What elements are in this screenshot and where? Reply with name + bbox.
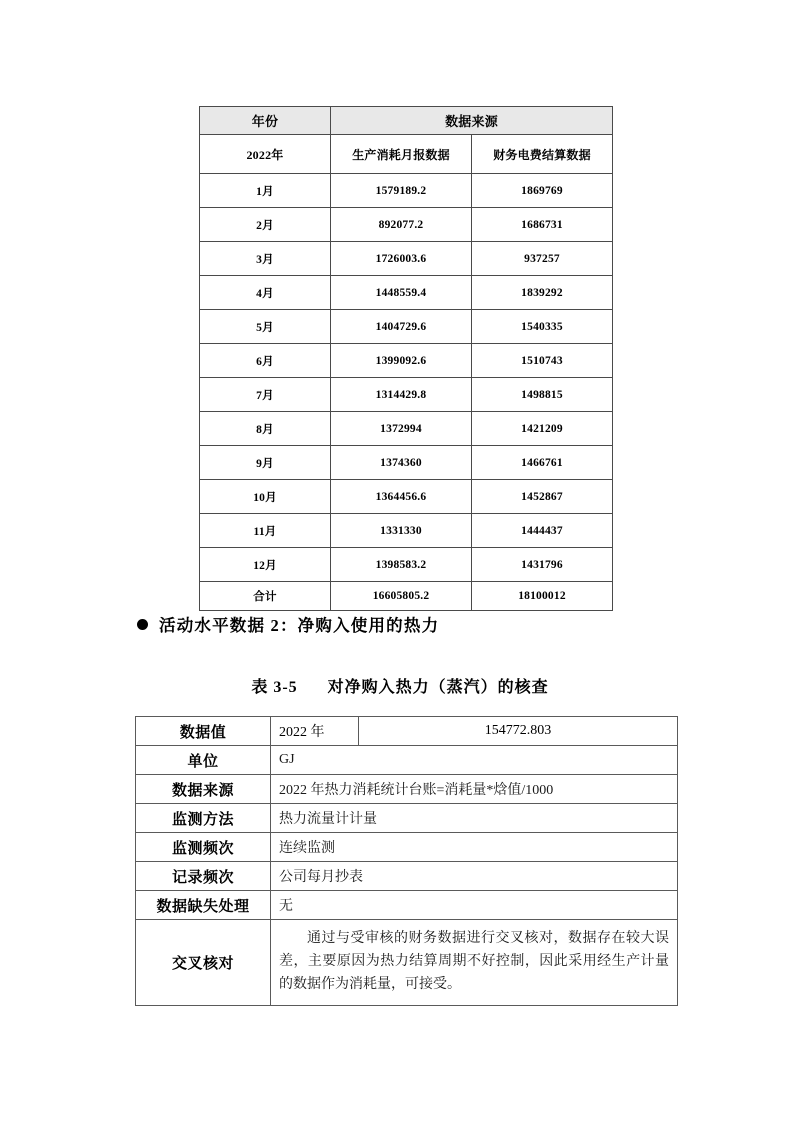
table-row	[200, 344, 613, 378]
row-finance: 1869769	[472, 174, 613, 208]
row-production: 1364456.6	[331, 480, 472, 514]
table-row-cross-check	[136, 920, 678, 1006]
total-label: 合计	[200, 582, 331, 611]
table-total-row	[200, 582, 613, 611]
table-row-data-value	[136, 717, 678, 746]
table-row	[200, 208, 613, 242]
row-label: 监测频次	[136, 833, 271, 862]
row-finance: 1452867	[472, 480, 613, 514]
table-row	[200, 446, 613, 480]
electricity-table-body	[200, 107, 613, 611]
electricity-consumption-table	[199, 106, 613, 611]
row-month: 5月	[200, 310, 331, 344]
row-production: 1398583.2	[331, 548, 472, 582]
row-month: 1月	[200, 174, 331, 208]
row-finance: 937257	[472, 242, 613, 276]
subheader-finance-source: 财务电费结算数据	[472, 135, 613, 174]
row-finance: 1839292	[472, 276, 613, 310]
table-row-monitoring-method	[136, 804, 678, 833]
row-value: 公司每月抄表	[271, 862, 678, 891]
table-row	[200, 242, 613, 276]
row-month: 4月	[200, 276, 331, 310]
row-value: 连续监测	[271, 833, 678, 862]
row-production: 1331330	[331, 514, 472, 548]
row-finance: 1540335	[472, 310, 613, 344]
subheader-year-value: 2022年	[200, 135, 331, 174]
table-row	[200, 412, 613, 446]
row-month: 7月	[200, 378, 331, 412]
row-production: 1726003.6	[331, 242, 472, 276]
row-finance: 1498815	[472, 378, 613, 412]
row-label: 记录频次	[136, 862, 271, 891]
table-row	[200, 378, 613, 412]
row-finance: 1466761	[472, 446, 613, 480]
row-production: 1448559.4	[331, 276, 472, 310]
row-value: 无	[271, 891, 678, 920]
table-row	[200, 514, 613, 548]
table-subheader-row	[200, 135, 613, 174]
section-heading-label: 活动水平数据 2：净购入使用的热力	[159, 616, 440, 635]
row-production: 892077.2	[331, 208, 472, 242]
row-label: 数据来源	[136, 775, 271, 804]
heat-table-body	[136, 717, 678, 1006]
row-month: 8月	[200, 412, 331, 446]
row-value: 热力流量计计量	[271, 804, 678, 833]
row-month: 11月	[200, 514, 331, 548]
table-row	[200, 310, 613, 344]
table-row	[200, 276, 613, 310]
row-finance: 1444437	[472, 514, 613, 548]
row-label: 数据值	[136, 717, 271, 746]
row-month: 9月	[200, 446, 331, 480]
row-finance: 1421209	[472, 412, 613, 446]
row-production: 1579189.2	[331, 174, 472, 208]
row-month: 6月	[200, 344, 331, 378]
cross-check-paragraph: 通过与受审核的财务数据进行交叉核对，数据存在较大误差，主要原因为热力结算周期不好控制，因此采用经生产计量的数据作为消耗量，可接受。	[271, 920, 678, 1006]
total-production: 16605805.2	[331, 582, 472, 611]
table-row-missing-data-handling	[136, 891, 678, 920]
table-row-unit	[136, 746, 678, 775]
row-value: GJ	[271, 746, 678, 775]
row-year: 2022 年	[271, 717, 359, 746]
row-month: 10月	[200, 480, 331, 514]
caption-number: 表 3-5	[251, 679, 298, 696]
electricity-table	[199, 106, 613, 611]
row-month: 12月	[200, 548, 331, 582]
table-row-data-source	[136, 775, 678, 804]
row-value: 2022 年热力消耗统计台账=消耗量*焓值/1000	[271, 775, 678, 804]
row-label: 单位	[136, 746, 271, 775]
row-finance: 1686731	[472, 208, 613, 242]
row-finance: 1431796	[472, 548, 613, 582]
row-finance: 1510743	[472, 344, 613, 378]
row-value: 154772.803	[359, 717, 678, 746]
row-production: 1374360	[331, 446, 472, 480]
table-header-row	[200, 107, 613, 135]
heat-table-caption	[0, 674, 800, 697]
caption-title: 对净购入热力（蒸汽）的核查	[327, 679, 549, 696]
subheader-production-source: 生产消耗月报数据	[331, 135, 472, 174]
row-production: 1372994	[331, 412, 472, 446]
heat-verification-table	[135, 716, 678, 1006]
row-label: 数据缺失处理	[136, 891, 271, 920]
table-row	[200, 480, 613, 514]
row-production: 1399092.6	[331, 344, 472, 378]
table-row	[200, 548, 613, 582]
table-row	[200, 174, 613, 208]
filled-circle-bullet-icon	[137, 619, 148, 630]
row-month: 2月	[200, 208, 331, 242]
header-data-source: 数据来源	[331, 107, 613, 135]
table-row-record-frequency	[136, 862, 678, 891]
row-month: 3月	[200, 242, 331, 276]
row-label: 交叉核对	[136, 920, 271, 1006]
row-production: 1404729.6	[331, 310, 472, 344]
header-year: 年份	[200, 107, 331, 135]
heat-table	[135, 716, 678, 1006]
row-production: 1314429.8	[331, 378, 472, 412]
section-heading	[137, 612, 439, 636]
table-row-monitoring-frequency	[136, 833, 678, 862]
total-finance: 18100012	[472, 582, 613, 611]
row-label: 监测方法	[136, 804, 271, 833]
